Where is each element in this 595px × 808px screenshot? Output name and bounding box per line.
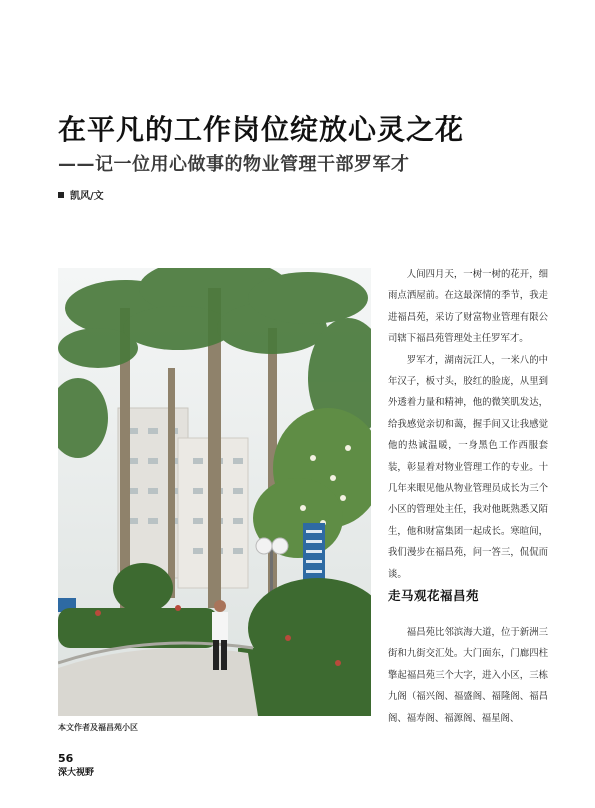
article-title: 在平凡的工作岗位绽放心灵之花 xyxy=(58,113,465,146)
byline xyxy=(58,187,104,202)
article-photo xyxy=(58,268,371,716)
photo-caption: 本文作者及福昌苑小区 xyxy=(58,723,138,732)
paragraph: 人间四月天，一树一树的花开，细雨点洒屋前。在这最深情的季节，我走进福昌苑，采访了财富物业管理有限公司辖下福昌苑管理处主任罗军才。 xyxy=(388,269,548,345)
article-subtitle: ——记一位用心做事的物业管理干部罗军才 xyxy=(58,154,410,175)
photo-illustration xyxy=(58,268,371,716)
body-column xyxy=(388,264,548,585)
section-column xyxy=(388,622,548,729)
bullet-square-icon xyxy=(58,192,64,198)
byline-text: 凯风/文 xyxy=(70,191,104,202)
paragraph: 罗军才，湖南沅江人，一米八的中年汉子，板寸头，胶红的脸庞，从里到外透着力量和精神，他的微笑肌发达，给我感觉亲切和蔼，握手间又让我感觉他的热诚温暖，一身黑色工作西服套装，彰显着对物业管理工作的专业。十几年来眼见他从物业管理员成长为三个小区的管理处主任，我对他既熟悉又陌生，他和财富集团一起成长。寒暄间，我们漫步在福昌苑，问一答三，侃侃而谈。 xyxy=(388,354,548,580)
magazine-name: 深大视野 xyxy=(58,768,95,778)
section-heading: 走马观花福昌苑 xyxy=(388,588,480,603)
paragraph: 福昌苑比邻滨海大道，位于新洲三街和九街交汇处。大门面东，门廊四柱擎起福昌苑三个大字，进入小区，三栋九阁（福兴阁、福盛阁、福隆阁、福昌阁、福寿阁、福源阁、福星阁、 xyxy=(388,627,548,724)
page-number: 56 xyxy=(58,752,74,765)
